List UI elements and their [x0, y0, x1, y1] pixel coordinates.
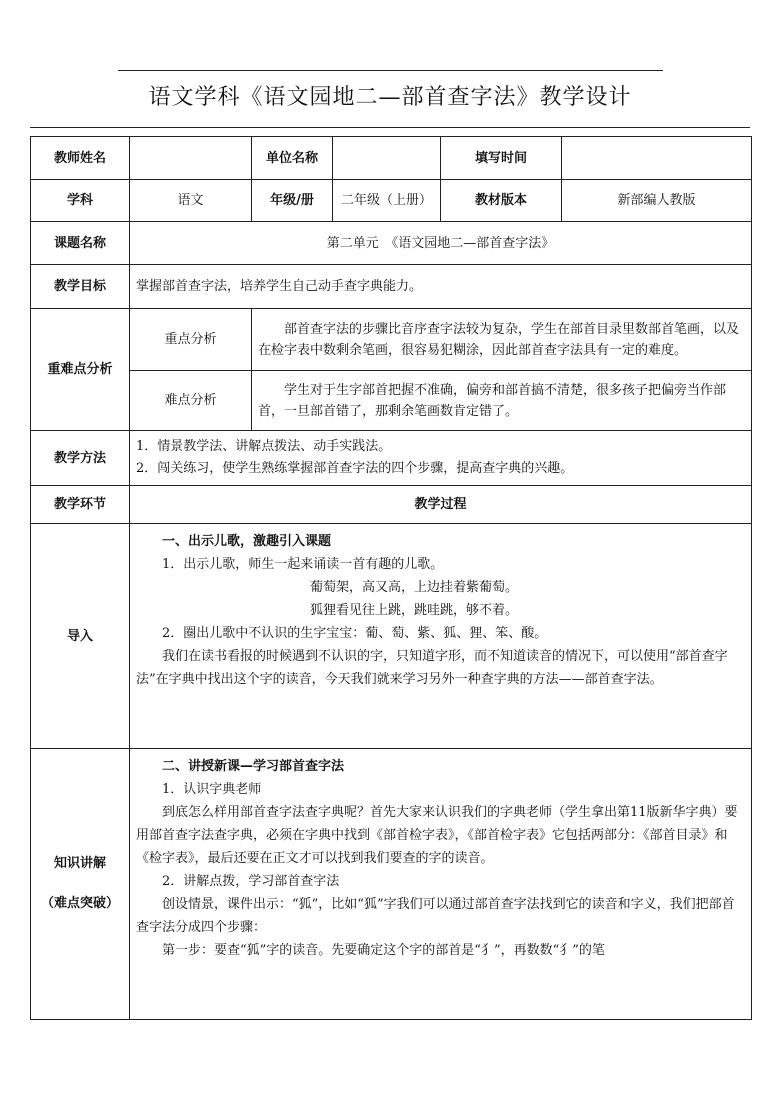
goal-value: 掌握部首查字法，培养学生自己动手查字典能力。: [130, 265, 752, 309]
lecture-paragraph-1: 到底怎么样用部首查字法查字典呢？首先大家来认识我们的字典老师（学生拿出第11版新华字典）要用部首查字法查字典，必须在字典中找到《部首检字表》，《部首检字表》它包括两部分：《部首目录》和《检字表》，最后还要在正文才可以找到我们要查的字的读音。: [136, 805, 738, 866]
header-bottom-rule: [30, 127, 750, 128]
subject-label: 学科: [31, 180, 130, 222]
intro-label: 导入: [31, 524, 130, 749]
poem-line-2: 狐狸看见往上跳，跳哇跳，够不着。: [310, 603, 519, 618]
key-analysis-text: 部首查字法的步骤比音序查字法较为复杂，学生在部首目录里数部首笔画，以及在检字表中数剩余笔画，很容易犯糊涂，因此部首查字法具有一定的难度。: [258, 321, 740, 358]
grade-value: 二年级（上册）: [333, 180, 441, 222]
lecture-label: 知识讲解: [53, 856, 106, 871]
topic-row: [31, 222, 752, 265]
fill-date-value[interactable]: [562, 137, 752, 180]
edition-label: 教材版本: [441, 180, 562, 222]
key-analysis-cell: [252, 309, 752, 371]
lecture-step-1: 1．认识字典老师: [162, 782, 262, 797]
intro-paragraph: 我们在读书看报的时候遇到不认识的字，只知道字形，而不知道读音的情况下，可以使用“部首查字法”在字典中找出这个字的读音，今天我们就来学习另外一种查字典的方法——部首查字法。: [136, 649, 728, 687]
lecture-label-cell: [31, 749, 130, 1020]
difficult-analysis-label: 难点分析: [130, 371, 252, 431]
grade-label: 年级/册: [252, 180, 333, 222]
fill-date-label: 填写时间: [441, 137, 562, 180]
method-item: 2．闯关练习，使学生熟练掌握部首查字法的四个步骤，提高查字典的兴趣。: [136, 461, 574, 476]
difficult-analysis-cell: [252, 371, 752, 431]
difficult-analysis-row: [31, 371, 752, 431]
header-top-rule: [118, 70, 663, 71]
intro-step-2: 2．圈出儿歌中不认识的生字宝宝：葡、萄、紫、狐、狸、笨、酸。: [162, 626, 548, 641]
info-row-1: [31, 137, 752, 180]
stage-label: 教学环节: [31, 486, 130, 524]
lecture-row: [31, 749, 752, 1020]
difficult-analysis-text: 学生对于生字部首把握不准确，偏旁和部首搞不清楚，很多孩子把偏旁当作部首，一旦部首错了，那剩余笔画数肯定错了。: [258, 382, 727, 419]
poem-line-1: 葡萄架，高又高，上边挂着紫葡萄。: [310, 580, 519, 595]
subject-value: 语文: [130, 180, 252, 222]
goal-label: 教学目标: [31, 265, 130, 309]
lecture-heading: 二、讲授新课—学习部首查字法: [162, 759, 345, 774]
methods-cell: [130, 431, 752, 486]
intro-heading: 一、出示儿歌，激趣引入课题: [162, 534, 332, 549]
analysis-label: 重难点分析: [31, 309, 130, 431]
intro-step-1: 1．出示儿歌，师生一起来诵读一首有趣的儿歌。: [162, 557, 444, 572]
topic-value: 第二单元 《语文园地二—部首查字法》: [130, 222, 752, 265]
key-analysis-label: 重点分析: [130, 309, 252, 371]
lecture-paragraph-2: 创设情景，课件出示：“狐”，比如“狐”字我们可以通过部首查字法找到它的读音和字义，我们把部首查字法分成四个步骤：: [136, 897, 735, 935]
key-analysis-row: [31, 309, 752, 371]
method-item: 1．情景教学法、讲解点拨法、动手实践法。: [136, 439, 392, 454]
info-row-2: [31, 180, 752, 222]
lecture-paragraph-3: 第一步：要查“狐”字的读音。先要确定这个字的部首是“犭”，再数数“犭”的笔: [162, 943, 605, 958]
edition-value: 新部编人教版: [562, 180, 752, 222]
unit-name-value[interactable]: [333, 137, 441, 180]
teacher-name-value[interactable]: [130, 137, 252, 180]
lecture-sublabel: （难点突破）: [40, 896, 119, 911]
unit-name-label: 单位名称: [252, 137, 333, 180]
topic-label: 课题名称: [31, 222, 130, 265]
lecture-cell: [130, 749, 752, 1020]
lecture-step-2: 2．讲解点拨，学习部首查字法: [162, 874, 340, 889]
lesson-plan-table: [30, 136, 752, 1020]
teacher-name-label: 教师姓名: [31, 137, 130, 180]
process-label: 教学过程: [130, 486, 752, 524]
intro-cell: [130, 524, 752, 749]
process-header-row: [31, 486, 752, 524]
goal-row: [31, 265, 752, 309]
document-title: 语文学科《语文园地二—部首查字法》教学设计: [148, 85, 632, 110]
intro-row: [31, 524, 752, 749]
methods-row: [31, 431, 752, 486]
methods-label: 教学方法: [31, 431, 130, 486]
